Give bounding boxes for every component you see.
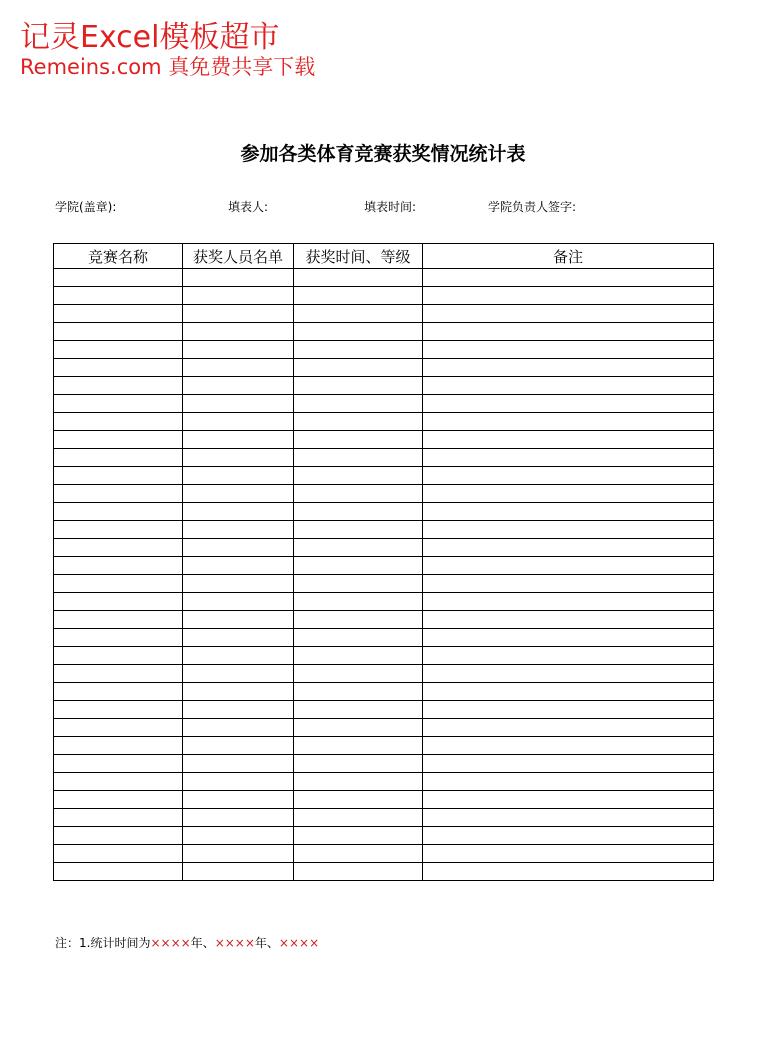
cell-award-time-level[interactable] [294,647,423,665]
cell-winner-list[interactable] [183,449,294,467]
cell-competition-name[interactable] [54,809,183,827]
cell-remarks[interactable] [423,305,714,323]
cell-competition-name[interactable] [54,305,183,323]
cell-competition-name[interactable] [54,377,183,395]
cell-remarks[interactable] [423,611,714,629]
table-row [54,611,714,629]
footnote-prefix: 注：1.统计时间为 [55,936,151,950]
cell-remarks[interactable] [423,665,714,683]
table-row [54,305,714,323]
cell-award-time-level[interactable] [294,359,423,377]
table-row [54,809,714,827]
cell-remarks[interactable] [423,503,714,521]
cell-award-time-level[interactable] [294,593,423,611]
cell-winner-list[interactable] [183,647,294,665]
cell-competition-name[interactable] [54,503,183,521]
cell-award-time-level[interactable] [294,665,423,683]
cell-award-time-level[interactable] [294,575,423,593]
cell-winner-list[interactable] [183,755,294,773]
table-row [54,773,714,791]
cell-winner-list[interactable] [183,719,294,737]
fill-time-label: 填表时间: [364,200,417,214]
cell-winner-list[interactable] [183,791,294,809]
table-row [54,503,714,521]
cell-award-time-level[interactable] [294,557,423,575]
table-row [54,701,714,719]
cell-award-time-level[interactable] [294,863,423,881]
cell-competition-name[interactable] [54,611,183,629]
table-row [54,791,714,809]
cell-competition-name[interactable] [54,287,183,305]
header-competition-name: 竞赛名称 [54,244,183,269]
table-row [54,665,714,683]
cell-competition-name[interactable] [54,863,183,881]
table-row [54,323,714,341]
cell-award-time-level[interactable] [294,773,423,791]
cell-winner-list[interactable] [183,413,294,431]
year-placeholder: ×××× [150,936,191,950]
cell-winner-list[interactable] [183,287,294,305]
cell-competition-name[interactable] [54,647,183,665]
cell-winner-list[interactable] [183,557,294,575]
cell-award-time-level[interactable] [294,431,423,449]
cell-winner-list[interactable] [183,521,294,539]
cell-remarks[interactable] [423,845,714,863]
cell-winner-list[interactable] [183,665,294,683]
cell-remarks[interactable] [423,269,714,287]
cell-remarks[interactable] [423,827,714,845]
cell-competition-name[interactable] [54,701,183,719]
table-row [54,287,714,305]
cell-competition-name[interactable] [54,413,183,431]
college-seal-label: 学院(盖章): [55,200,117,214]
cell-competition-name[interactable] [54,665,183,683]
cell-award-time-level[interactable] [294,755,423,773]
award-statistics-table [53,243,714,881]
cell-competition-name[interactable] [54,683,183,701]
table-row [54,683,714,701]
cell-winner-list[interactable] [183,269,294,287]
header-winner-list: 获奖人员名单 [183,244,294,269]
cell-award-time-level[interactable] [294,341,423,359]
table-row [54,647,714,665]
year-placeholder: ×××× [214,936,255,950]
table-row [54,467,714,485]
footnote-year-sep: 年、 [190,936,215,950]
cell-winner-list[interactable] [183,629,294,647]
table-row [54,359,714,377]
cell-competition-name[interactable] [54,431,183,449]
head-signature-label: 学院负责人签字: [488,200,577,214]
cell-competition-name[interactable] [54,575,183,593]
cell-remarks[interactable] [423,341,714,359]
cell-competition-name[interactable] [54,791,183,809]
cell-award-time-level[interactable] [294,539,423,557]
cell-award-time-level[interactable] [294,467,423,485]
cell-remarks[interactable] [423,521,714,539]
cell-award-time-level[interactable] [294,395,423,413]
table-body [54,269,714,881]
table-row [54,539,714,557]
cell-award-time-level[interactable] [294,629,423,647]
cell-winner-list[interactable] [183,485,294,503]
cell-award-time-level[interactable] [294,611,423,629]
table-row [54,593,714,611]
cell-award-time-level[interactable] [294,377,423,395]
cell-competition-name[interactable] [54,269,183,287]
cell-remarks[interactable] [423,575,714,593]
cell-remarks[interactable] [423,377,714,395]
cell-remarks[interactable] [423,287,714,305]
cell-winner-list[interactable] [183,341,294,359]
watermark-url: Remeins.com 真免费共享下载 [20,55,316,79]
cell-remarks[interactable] [423,863,714,881]
cell-competition-name[interactable] [54,629,183,647]
footnote [55,934,319,952]
cell-remarks[interactable] [423,647,714,665]
cell-remarks[interactable] [423,359,714,377]
cell-winner-list[interactable] [183,611,294,629]
cell-remarks[interactable] [423,395,714,413]
cell-competition-name[interactable] [54,827,183,845]
cell-remarks[interactable] [423,431,714,449]
table-header-row [54,244,714,269]
cell-winner-list[interactable] [183,539,294,557]
table-row [54,413,714,431]
filler-label: 填表人: [228,200,269,214]
cell-competition-name[interactable] [54,773,183,791]
table-row [54,341,714,359]
table-row [54,863,714,881]
cell-award-time-level[interactable] [294,737,423,755]
cell-award-time-level[interactable] [294,305,423,323]
cell-winner-list[interactable] [183,683,294,701]
cell-winner-list[interactable] [183,305,294,323]
cell-remarks[interactable] [423,539,714,557]
table-row [54,827,714,845]
cell-winner-list[interactable] [183,323,294,341]
cell-remarks[interactable] [423,323,714,341]
header-remarks: 备注 [423,244,714,269]
table-row [54,845,714,863]
cell-award-time-level[interactable] [294,413,423,431]
cell-competition-name[interactable] [54,521,183,539]
cell-winner-list[interactable] [183,377,294,395]
cell-remarks[interactable] [423,485,714,503]
cell-competition-name[interactable] [54,845,183,863]
table-row [54,575,714,593]
table-row [54,557,714,575]
cell-remarks[interactable] [423,449,714,467]
cell-winner-list[interactable] [183,431,294,449]
cell-award-time-level[interactable] [294,809,423,827]
year-placeholder: ×××× [278,936,320,950]
cell-winner-list[interactable] [183,827,294,845]
cell-winner-list[interactable] [183,737,294,755]
cell-award-time-level[interactable] [294,485,423,503]
cell-competition-name[interactable] [54,359,183,377]
cell-remarks[interactable] [423,755,714,773]
cell-winner-list[interactable] [183,809,294,827]
cell-award-time-level[interactable] [294,701,423,719]
cell-award-time-level[interactable] [294,827,423,845]
table-row [54,377,714,395]
cell-remarks[interactable] [423,683,714,701]
cell-remarks[interactable] [423,467,714,485]
cell-remarks[interactable] [423,629,714,647]
table-row [54,431,714,449]
cell-award-time-level[interactable] [294,791,423,809]
header-award-time-level: 获奖时间、等级 [294,244,423,269]
table-row [54,395,714,413]
cell-remarks[interactable] [423,737,714,755]
cell-competition-name[interactable] [54,395,183,413]
cell-award-time-level[interactable] [294,287,423,305]
cell-competition-name[interactable] [54,341,183,359]
cell-winner-list[interactable] [183,503,294,521]
cell-award-time-level[interactable] [294,845,423,863]
cell-award-time-level[interactable] [294,503,423,521]
cell-award-time-level[interactable] [294,521,423,539]
cell-competition-name[interactable] [54,467,183,485]
cell-winner-list[interactable] [183,467,294,485]
cell-remarks[interactable] [423,593,714,611]
cell-competition-name[interactable] [54,485,183,503]
table-row [54,269,714,287]
table-row [54,719,714,737]
table-row [54,485,714,503]
cell-remarks[interactable] [423,791,714,809]
cell-remarks[interactable] [423,413,714,431]
cell-competition-name[interactable] [54,737,183,755]
table-row [54,629,714,647]
cell-winner-list[interactable] [183,593,294,611]
cell-winner-list[interactable] [183,575,294,593]
cell-competition-name[interactable] [54,755,183,773]
cell-winner-list[interactable] [183,701,294,719]
cell-award-time-level[interactable] [294,719,423,737]
cell-award-time-level[interactable] [294,269,423,287]
page-title: 参加各类体育竞赛获奖情况统计表 [240,143,526,165]
cell-remarks[interactable] [423,557,714,575]
cell-winner-list[interactable] [183,863,294,881]
cell-remarks[interactable] [423,809,714,827]
cell-competition-name[interactable] [54,449,183,467]
cell-competition-name[interactable] [54,719,183,737]
cell-award-time-level[interactable] [294,449,423,467]
cell-winner-list[interactable] [183,359,294,377]
table-row [54,737,714,755]
table-row [54,449,714,467]
cell-competition-name[interactable] [54,539,183,557]
cell-competition-name[interactable] [54,323,183,341]
cell-winner-list[interactable] [183,395,294,413]
footnote-year-sep: 年、 [254,936,279,950]
cell-competition-name[interactable] [54,557,183,575]
cell-winner-list[interactable] [183,773,294,791]
table-row [54,521,714,539]
cell-award-time-level[interactable] [294,683,423,701]
cell-remarks[interactable] [423,701,714,719]
cell-remarks[interactable] [423,773,714,791]
table-row [54,755,714,773]
cell-award-time-level[interactable] [294,323,423,341]
cell-competition-name[interactable] [54,593,183,611]
watermark-brand: 记灵Excel模板超市 [20,20,280,55]
cell-winner-list[interactable] [183,845,294,863]
cell-remarks[interactable] [423,719,714,737]
